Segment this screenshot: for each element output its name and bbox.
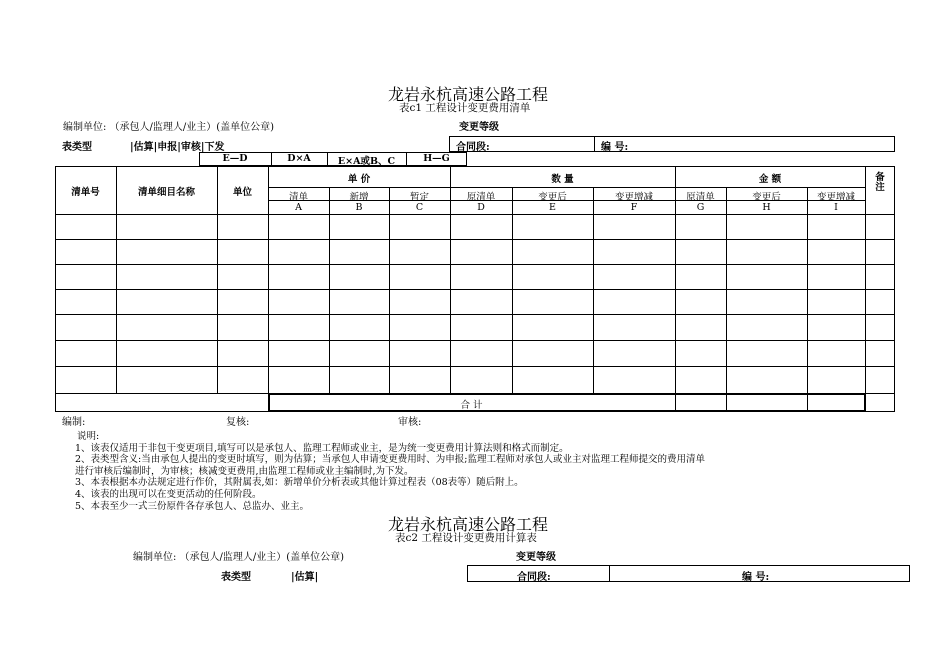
form-c2-number-label: 编 号: [742, 572, 770, 583]
total-label: 合 计 [460, 400, 483, 411]
sig-audited: 审核: [398, 417, 422, 428]
note-4: 4、该表的出现可以在变更活动的任何阶段。 [75, 488, 262, 500]
subcol-qty-diff: 变更增减 [614, 192, 653, 203]
formula-2: D×A [287, 153, 311, 164]
header-remark: 备注 [875, 172, 885, 193]
subcol-amt-original: 原清单 [686, 192, 715, 203]
note-3: 3、本表根据本办法规定进行作价，其附属表,如：新增单价分析表或其他计算过程表（08表等）随后附上。 [75, 477, 524, 489]
form-c1-contract-label: 合同段: [456, 142, 490, 153]
header-item-name: 清单细目名称 [137, 187, 195, 198]
header-unit-price: 单 价 [347, 174, 371, 185]
formula-3: E×A或B、C [337, 156, 396, 167]
letter-c: C [415, 202, 424, 213]
note-5: 5、本表至少一式三份原件各存承包人、总监办、业主。 [75, 500, 310, 512]
letter-e: E [549, 202, 556, 213]
form-c2-table-type-label: 表类型 [221, 572, 251, 583]
notes-title: 说明: [77, 431, 100, 442]
header-unit: 单位 [232, 187, 252, 198]
letter-g: G [696, 202, 705, 213]
subcol-amt-diff: 变更增减 [816, 192, 855, 203]
form-c1-number-label: 编 号: [601, 142, 629, 153]
letter-b: B [355, 202, 363, 213]
subcol-list: 清单 [288, 192, 308, 203]
form-c1-unit-label: 编制单位: （承包人/监理人/业主）(盖单位公章) [63, 122, 275, 133]
header-item-no: 清单号 [71, 187, 100, 198]
form-c1-subtitle: 表c1 工程设计变更费用清单 [399, 102, 531, 114]
subcol-new: 新增 [349, 192, 369, 203]
letter-i: I [834, 202, 838, 213]
formula-4: H—G [423, 153, 450, 164]
subcol-qty-original: 原清单 [466, 192, 496, 203]
letter-f: F [630, 202, 638, 213]
header-amount: 金 额 [758, 174, 782, 185]
form-c2-unit-label: 编制单位: （承包人/监理人/业主）(盖单位公章) [133, 552, 345, 563]
form-c2-change-level: 变更等级 [516, 552, 556, 563]
sig-compiled: 编制: [62, 417, 86, 428]
form-c1-title: 龙岩永杭高速公路工程 [388, 85, 549, 104]
notes [75, 431, 705, 512]
form-c1-table-type-values: |估算|申报|审核|下发 [130, 142, 225, 153]
form-c2-title: 龙岩永杭高速公路工程 [388, 515, 549, 534]
subcol-amt-after: 变更后 [752, 192, 781, 203]
form-c1-table-type-label: 表类型 [62, 142, 92, 153]
form-c2-subtitle: 表c2 工程设计变更费用计算表 [395, 532, 537, 544]
header-quantity: 数 量 [551, 174, 574, 185]
formula-1: E—D [222, 153, 248, 164]
form-c1-change-level: 变更等级 [459, 122, 499, 133]
form-c2-contract-label: 合同段: [517, 572, 551, 583]
form-c1-contract-box [449, 136, 895, 152]
note-2: 2、表类型含义:当由承包人提出的变更时填写，则为估算；当承包人申请变更费用时、为申报;监理工程师对承包人或业主对监理工程师提交的费用清单 [75, 454, 705, 466]
note-2-cont: 进行审核后编制时，为审核；核减变更费用,由监理工程师或业主编制时,为下发。 [75, 465, 414, 477]
letter-h: H [762, 202, 771, 213]
note-1: 1、该表仅适用于非包干变更项目,填写可以是承包人、监理工程师或业主，是为统一变更费用计算法则和格式而制定。 [75, 442, 569, 454]
subcol-provisional: 暂定 [409, 192, 429, 203]
letter-a: A [295, 202, 302, 213]
form-c2-table-type-values: |估算| [291, 572, 319, 583]
subcol-qty-after: 变更后 [538, 192, 567, 203]
letter-d: D [477, 202, 485, 213]
sig-reviewed: 复核: [226, 417, 250, 428]
